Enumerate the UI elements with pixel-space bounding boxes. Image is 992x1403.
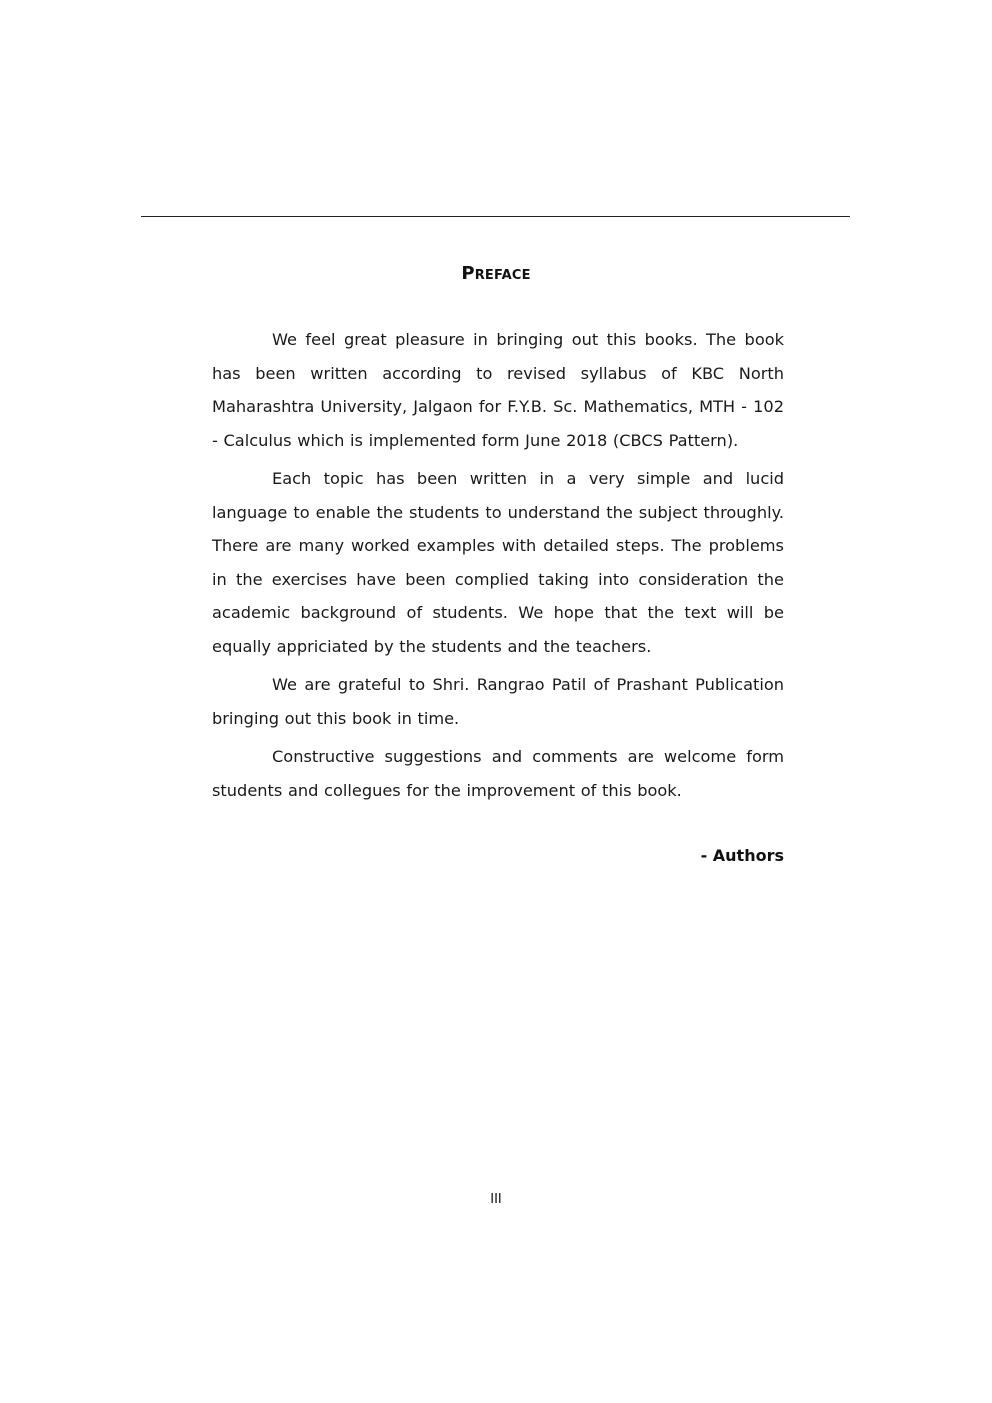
paragraph: Constructive suggestions and comments are welcome form students and collegues for the improvement of this book.	[212, 747, 784, 800]
top-divider	[141, 216, 850, 217]
authors-signature: - Authors	[700, 846, 784, 865]
preface-body	[212, 323, 784, 812]
page-number: III	[490, 1192, 502, 1207]
paragraph: We are grateful to Shri. Rangrao Patil of Prashant Publication bringing out this book in time.	[212, 675, 784, 728]
page-title: Preface	[461, 263, 531, 284]
paragraph: Each topic has been written in a very simple and lucid language to enable the students to understand the subject throughly. There are many worked examples with detailed steps. The problems in the exercises have been complied taking into consideration the academic background of students. We hope that the text will be equally appriciated by the students and the teachers.	[212, 469, 784, 656]
paragraph: We feel great pleasure in bringing out this books. The book has been written according to revised syllabus of KBC North Maharashtra University, Jalgaon for F.Y.B. Sc. Mathematics, MTH - 102 - Calculus which is implemented form June 2018 (CBCS Pattern).	[212, 330, 784, 450]
